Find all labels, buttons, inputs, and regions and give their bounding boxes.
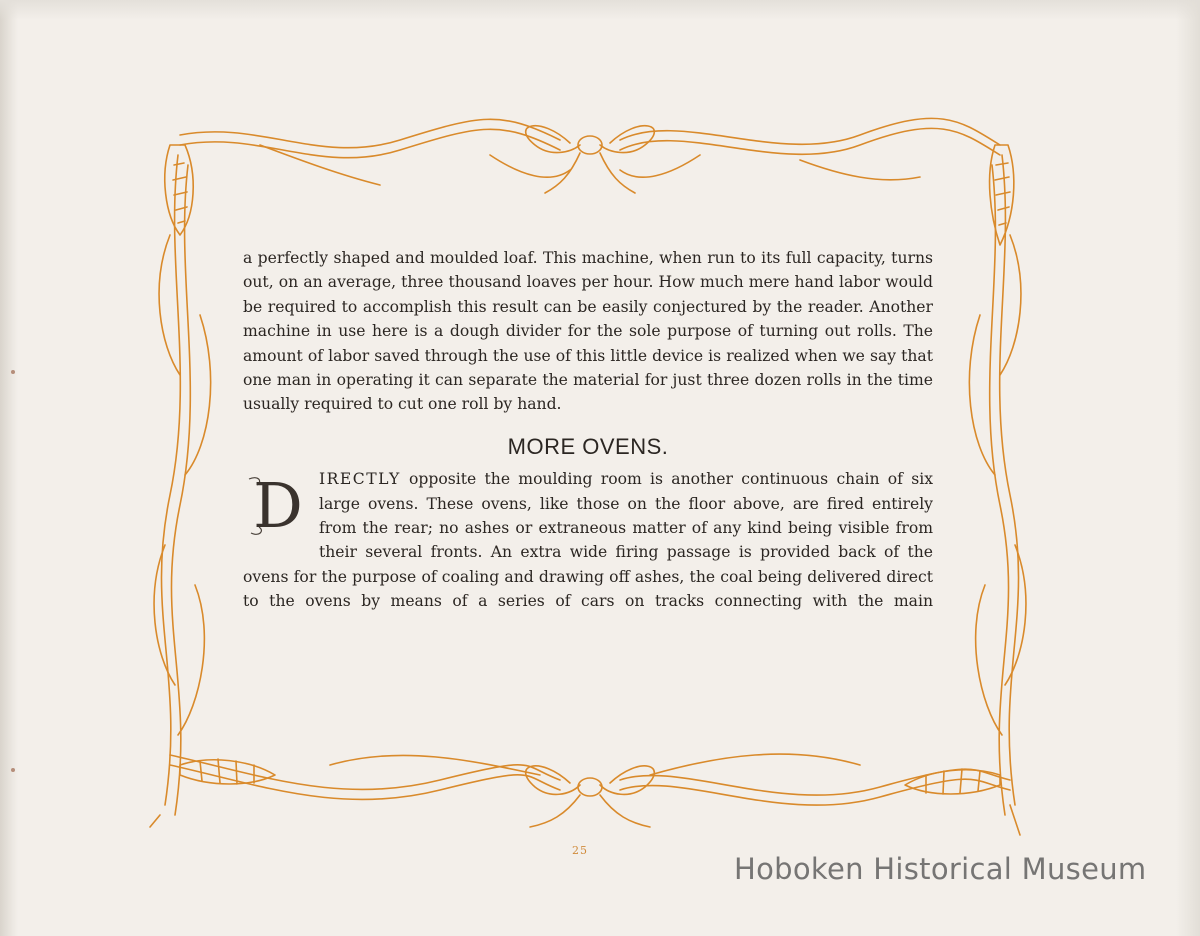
binding-mark (11, 768, 15, 772)
section-heading: MORE OVENS. (507, 433, 669, 459)
page-shadow (0, 0, 1200, 20)
page-edge (1176, 0, 1200, 936)
section-paragraph (243, 467, 933, 613)
section-lead-word: IRECTLY (319, 470, 401, 489)
ornate-letter-d-icon (243, 471, 313, 541)
svg-text:D: D (253, 471, 303, 542)
body-paragraph: a perfectly shaped and moulded loaf. This machine, when run to its full capacity, turns out, on an average, three thousand loaves per hour. How much mere hand labor would be required to accomplish this result can be easily conjectured by the reader. Another machine in use here is a dough divider for the sole purpose of turning out rolls. The amount of labor saved through the use of this little device is realized when we say that one man in operating it can separate the material for just three dozen rolls in the time usually required to cut one roll by hand. (243, 249, 933, 414)
binding-mark (11, 370, 15, 374)
page-text (243, 246, 933, 614)
page-number: 25 (572, 844, 588, 857)
section-paragraph-text: opposite the moulding room is another continuous chain of six large ovens. These ovens, like those on the floor above, are fired entirely from the rear; no ashes or extraneous matter of any kind being visible from their several fronts. An extra wide firing passage is provided back of the ovens for the purpose of coaling and drawing off ashes, the coal being delivered direct to the ovens by means of a series of cars on tracks connecting with the main (243, 470, 933, 611)
book-spine (0, 0, 18, 936)
museum-watermark: Hoboken Historical Museum (734, 852, 1147, 886)
